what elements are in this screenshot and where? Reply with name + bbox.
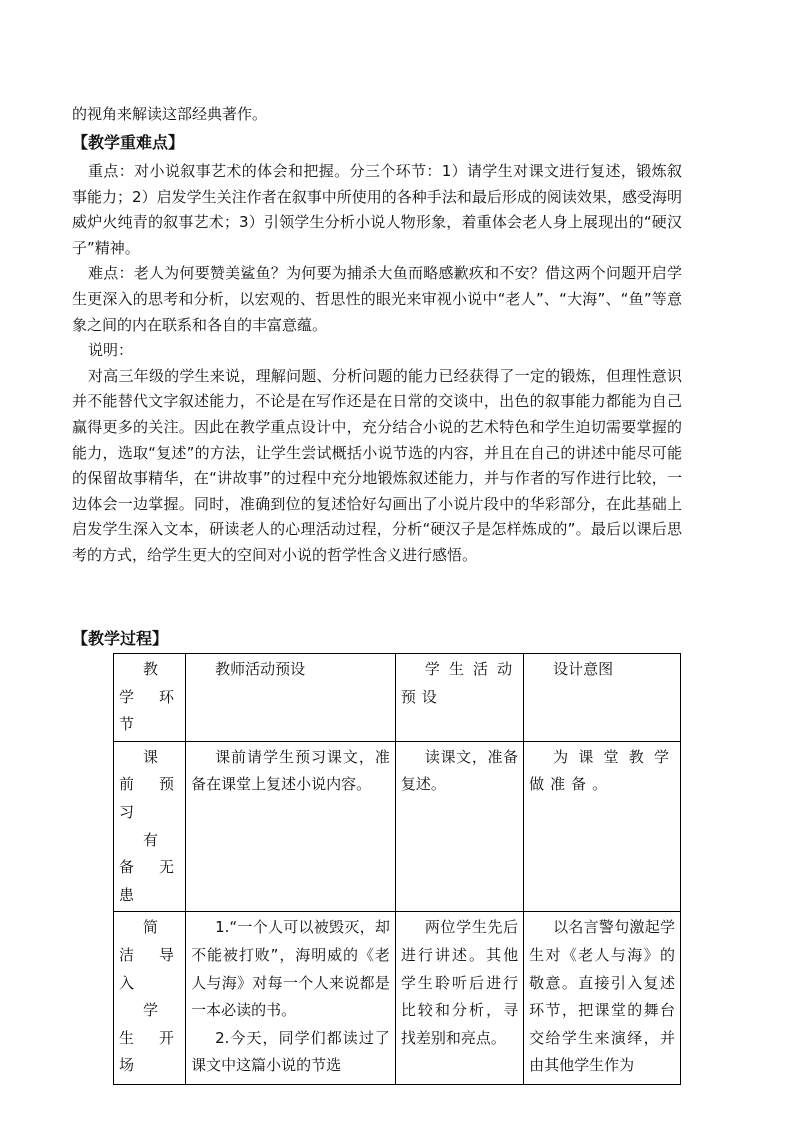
student-activity-cell [395,912,523,1085]
header-cell-student [395,654,523,742]
design-intent-text: 为课堂教学做准备。 [529,747,675,794]
key-points-body [72,159,682,569]
header-stage-text: 教学环节 [119,660,181,734]
stage-cell [114,912,186,1085]
teacher-activity-cell [186,741,396,912]
design-intent-text: 以名言警句激起学生对《老人与海》的敬意。直接引入复述环节，把课堂的舞台交给学生来演绎，并由其他学生作为 [529,918,675,1075]
process-heading: 【教学过程】 [72,629,169,648]
student-activity-text: 读课文，准备复述。 [400,747,519,794]
stage-line: 有备无患 [119,830,181,904]
key-points-heading: 【教学重难点】 [72,133,185,152]
difficulty-paragraph: 难点：老人为何要赞美鲨鱼？为何要为捕杀大鱼而略感歉疚和不安？借这两个问题开启学生更深入的思考和分析，以宏观的、哲思性的眼光来审视小说中“老人”、“大海”、“鱼”等意象之间的内在联系和各自的丰富意蕴。 [72,264,682,334]
table-row [114,741,681,912]
student-activity-cell [395,741,523,912]
student-activity-text: 两位学生先后进行讲述。其他学生聆听后进行比较和分析，寻找差别和亮点。 [400,918,519,1047]
design-intent-cell [524,741,681,912]
header-cell-stage [114,654,186,742]
design-intent-cell [524,912,681,1085]
header-student-text: 学生活动预设 [400,660,519,706]
teacher-activity-cell [186,912,396,1085]
teacher-activity-text: 2.今天，同学们都读过了课文中这篇小说的节选 [191,1028,390,1075]
header-intent-text: 设计意图 [553,660,614,678]
note-paragraph: 对高三年级的学生来说，理解问题、分析问题的能力已经获得了一定的锻炼，但理性意识并不能替代文字叙述能力，不论是在写作还是在日常的交谈中，出色的叙事能力都能为自己赢得更多的关注。因此在教学重点设计中，充分结合小说的艺术特色和学生迫切需要掌握的能力，选取“复述”的方法，让学生尝试概括小说节选的内容，并且在自己的讲述中能尽可能的保留故事精华，在“讲故事”的过程中充分地锻炼叙述能力，并与作者的写作进行比较，一边体会一边掌握。同时，准确到位的复述恰好勾画出了小说片段中的华彩部分，在此基础上启发学生深入文本，研读老人的心理活动过程，分析“硬汉子是怎样炼成的”。最后以课后思考的方式，给学生更大的空间对小说的哲学性含义进行感悟。 [72,366,682,564]
stage-line: 课前预习 [119,747,181,821]
note-label: 说明： [88,341,134,360]
table-header-row [114,654,681,742]
table-row [114,912,681,1085]
header-cell-teacher [186,654,396,742]
teacher-activity-text: 1.“一个人可以被毁灭，却不能被打败”，海明威的《老人与海》对每一个人来说都是一本必读的书。 [191,918,390,1020]
teacher-activity-text: 课前请学生预习课文，准备在课堂上复述小说内容。 [191,747,390,794]
stage-line: 学生开场 [119,1001,181,1075]
key-point-paragraph: 重点：对小说叙事艺术的体会和把握。分三个环节：1）请学生对课文进行复述，锻炼叙事能力；2）启发学生关注作者在叙事中所使用的各种手法和最后形成的阅读效果，感受海明威炉火纯青的叙事艺术；3）引领学生分析小说人物形象，着重体会老人身上展现出的“硬汉子”精神。 [72,162,682,257]
stage-cell [114,741,186,912]
header-teacher-text: 教师活动预设 [215,660,306,678]
header-cell-intent [524,654,681,742]
stage-line: 简洁导入 [119,918,181,992]
intro-tail-text: 的视角来解读这部经典著作。 [72,105,268,123]
teaching-process-table [113,653,681,1085]
